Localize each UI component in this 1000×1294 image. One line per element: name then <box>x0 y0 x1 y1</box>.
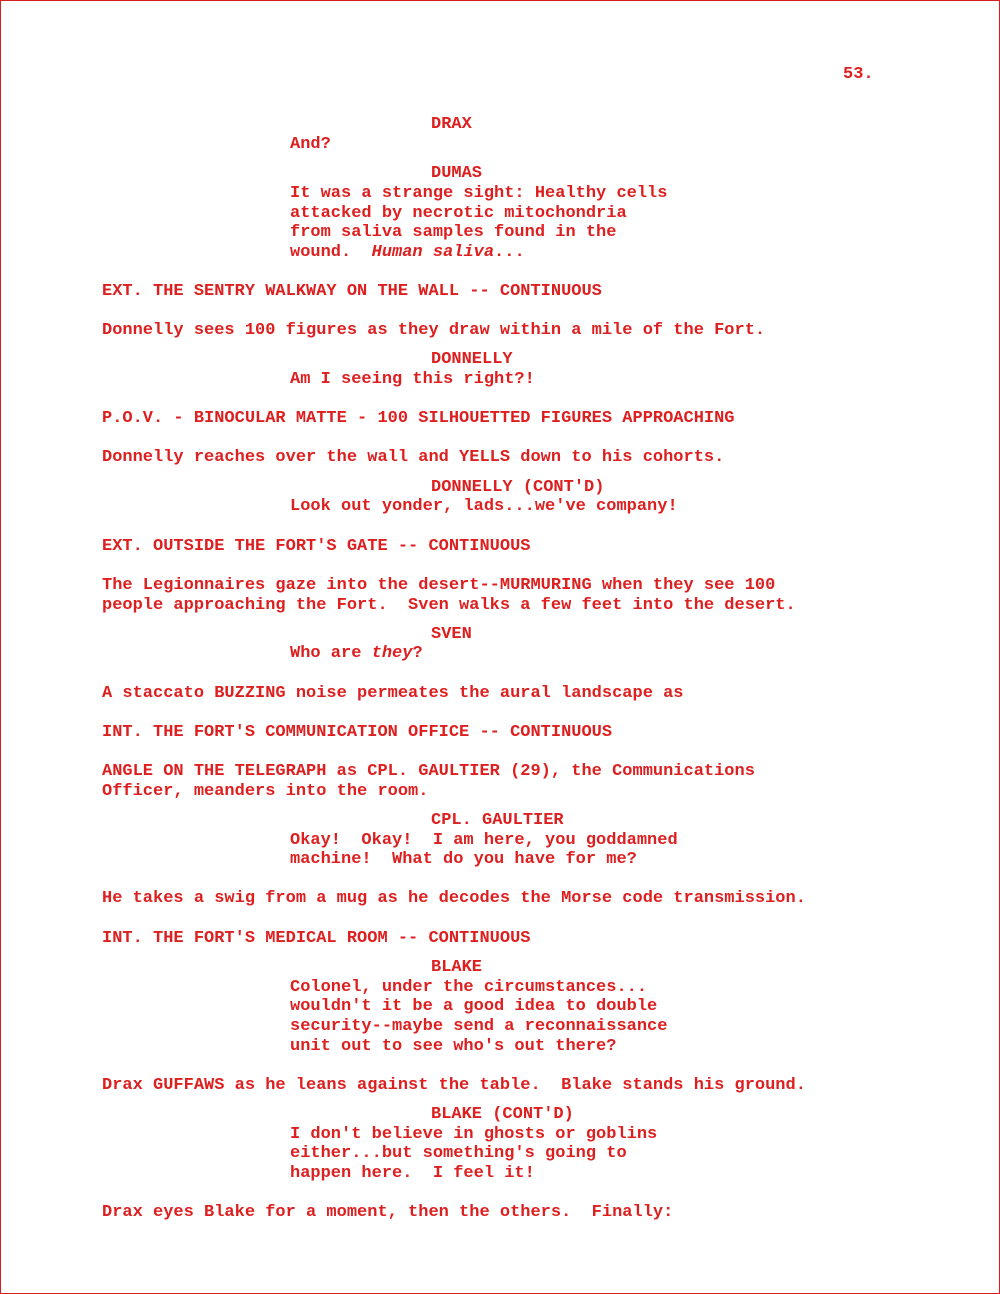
scene-heading: P.O.V. - BINOCULAR MATTE - 100 SILHOUETTED FIGURES APPROACHING <box>102 409 735 428</box>
character-cue: CPL. GAULTIER <box>431 811 564 830</box>
page-number: 53. <box>843 65 874 84</box>
dialogue-text: ... <box>494 243 525 262</box>
emphasis-text: they <box>371 644 413 663</box>
dialogue-text: Who are <box>290 644 372 663</box>
character-cue: DONNELLY <box>431 350 513 369</box>
character-cue: DONNELLY (CONT'D) <box>431 478 605 497</box>
character-cue: DRAX <box>431 115 472 134</box>
dialogue-text: wound. <box>290 243 372 262</box>
dialogue-line: either...but something's going to <box>290 1144 627 1163</box>
action-line: Drax eyes Blake for a moment, then the others. Finally: <box>102 1203 674 1222</box>
action-line: The Legionnaires gaze into the desert--MURMURING when they see 100 <box>102 576 776 595</box>
action-line: Drax GUFFAWS as he leans against the table. Blake stands his ground. <box>102 1076 806 1095</box>
scene-heading: EXT. OUTSIDE THE FORT'S GATE -- CONTINUOUS <box>102 537 531 556</box>
dialogue-line: attacked by necrotic mitochondria <box>290 204 627 223</box>
dialogue-line: unit out to see who's out there? <box>290 1037 617 1056</box>
dialogue-line: wouldn't it be a good idea to double <box>290 997 658 1016</box>
character-cue: BLAKE (CONT'D) <box>431 1105 574 1124</box>
emphasis-text: Human saliva <box>371 243 495 262</box>
dialogue-line: And? <box>290 135 331 154</box>
dialogue-line: It was a strange sight: Healthy cells <box>290 184 668 203</box>
scene-heading: INT. THE FORT'S COMMUNICATION OFFICE -- CONTINUOUS <box>102 723 613 742</box>
action-line: Donnelly reaches over the wall and YELLS down to his cohorts. <box>102 448 725 467</box>
dialogue-line: Okay! Okay! I am here, you goddamned <box>290 831 678 850</box>
dialogue-line: machine! What do you have for me? <box>290 850 637 869</box>
dialogue-line: from saliva samples found in the <box>290 223 617 242</box>
dialogue-line: security--maybe send a reconnaissance <box>290 1017 668 1036</box>
action-line: ANGLE ON THE TELEGRAPH as CPL. GAULTIER (29), the Communications <box>102 762 755 781</box>
dialogue-line: Colonel, under the circumstances... <box>290 978 648 997</box>
character-cue: SVEN <box>431 625 472 644</box>
action-line: people approaching the Fort. Sven walks a few feet into the desert. <box>102 596 796 615</box>
scene-heading: EXT. THE SENTRY WALKWAY ON THE WALL -- CONTINUOUS <box>102 282 602 301</box>
dialogue-line <box>290 243 525 263</box>
dialogue-line: I don't believe in ghosts or goblins <box>290 1125 658 1144</box>
character-cue: BLAKE <box>431 958 483 977</box>
dialogue-line: Look out yonder, lads...we've company! <box>290 497 678 516</box>
dialogue-text: ? <box>412 644 423 663</box>
character-cue: DUMAS <box>431 164 483 183</box>
action-line: A staccato BUZZING noise permeates the aural landscape as <box>102 684 684 703</box>
action-line: Officer, meanders into the room. <box>102 782 429 801</box>
dialogue-line <box>290 644 423 664</box>
action-line: Donnelly sees 100 figures as they draw within a mile of the Fort. <box>102 321 766 340</box>
dialogue-line: Am I seeing this right?! <box>290 370 535 389</box>
dialogue-line: happen here. I feel it! <box>290 1164 535 1183</box>
scene-heading: INT. THE FORT'S MEDICAL ROOM -- CONTINUOUS <box>102 929 531 948</box>
action-line: He takes a swig from a mug as he decodes the Morse code transmission. <box>102 889 806 908</box>
